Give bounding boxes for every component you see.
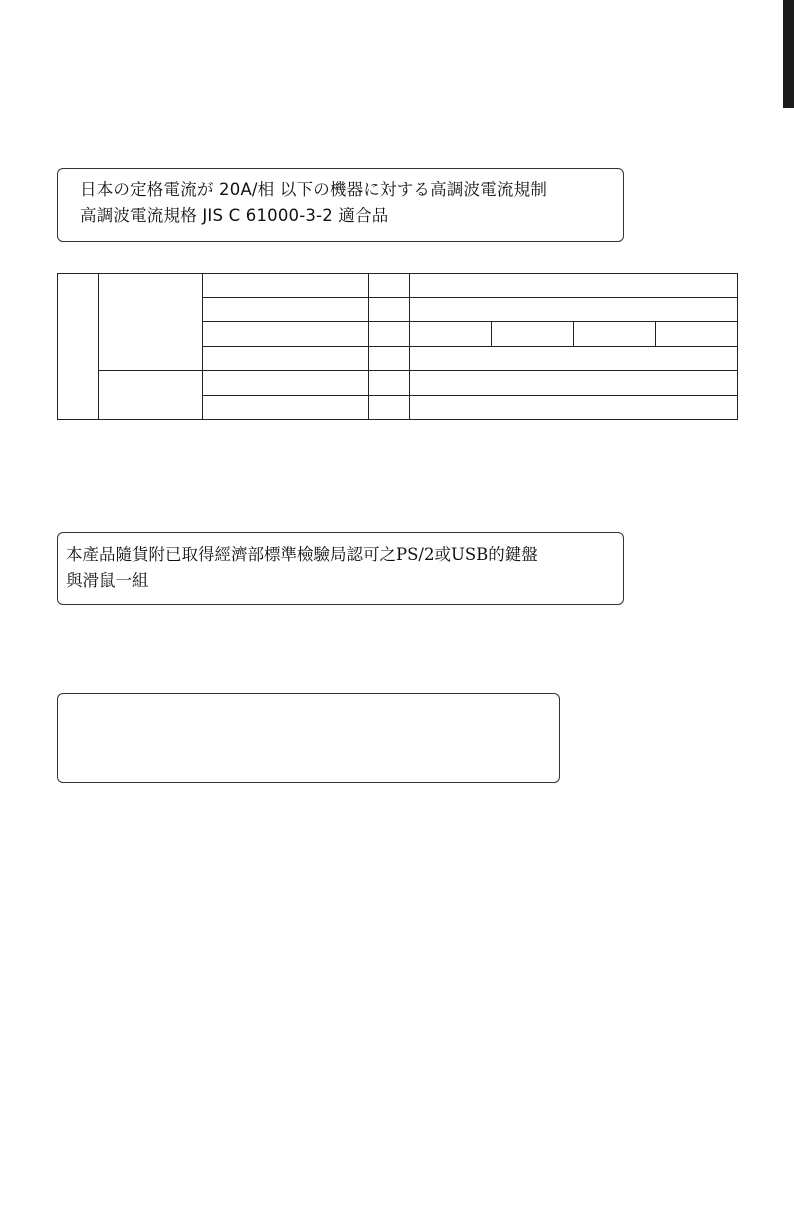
table-cell — [409, 321, 492, 347]
table-cell — [409, 346, 738, 371]
jis-notice-line-1: 日本の定格電流が 20A/相 以下の機器に対する高調波電流規制 — [80, 180, 548, 199]
table-cell — [573, 321, 656, 347]
empty-notice-box — [57, 693, 560, 783]
table-cell — [202, 297, 369, 322]
taiwan-bsmi-notice — [57, 532, 624, 605]
table-cell — [409, 273, 738, 298]
table-cell — [202, 273, 369, 298]
table-cell — [202, 370, 369, 396]
table-cell — [655, 321, 738, 347]
table-cell — [57, 273, 99, 420]
table-cell — [202, 395, 369, 420]
empty-spec-table — [57, 273, 738, 420]
table-cell — [409, 395, 738, 420]
taiwan-notice-line-2: 與滑鼠一組 — [66, 571, 149, 590]
jis-harmonics-notice — [57, 168, 624, 242]
table-cell — [368, 321, 410, 347]
table-cell — [98, 273, 203, 371]
table-cell — [409, 370, 738, 396]
table-cell — [98, 370, 203, 420]
table-cell — [409, 297, 738, 322]
taiwan-notice-line-1: 本產品隨貨附已取得經濟部標準檢驗局認可之PS/2或USB的鍵盤 — [66, 545, 538, 564]
table-cell — [368, 297, 410, 322]
table-cell — [202, 346, 369, 371]
jis-notice-line-2: 高調波電流規格 JIS C 61000-3-2 適合品 — [80, 206, 389, 225]
table-cell — [368, 273, 410, 298]
table-cell — [368, 346, 410, 371]
table-cell — [368, 370, 410, 396]
table-cell — [491, 321, 574, 347]
table-cell — [368, 395, 410, 420]
table-cell — [202, 321, 369, 347]
page-edge-marker — [783, 0, 794, 108]
